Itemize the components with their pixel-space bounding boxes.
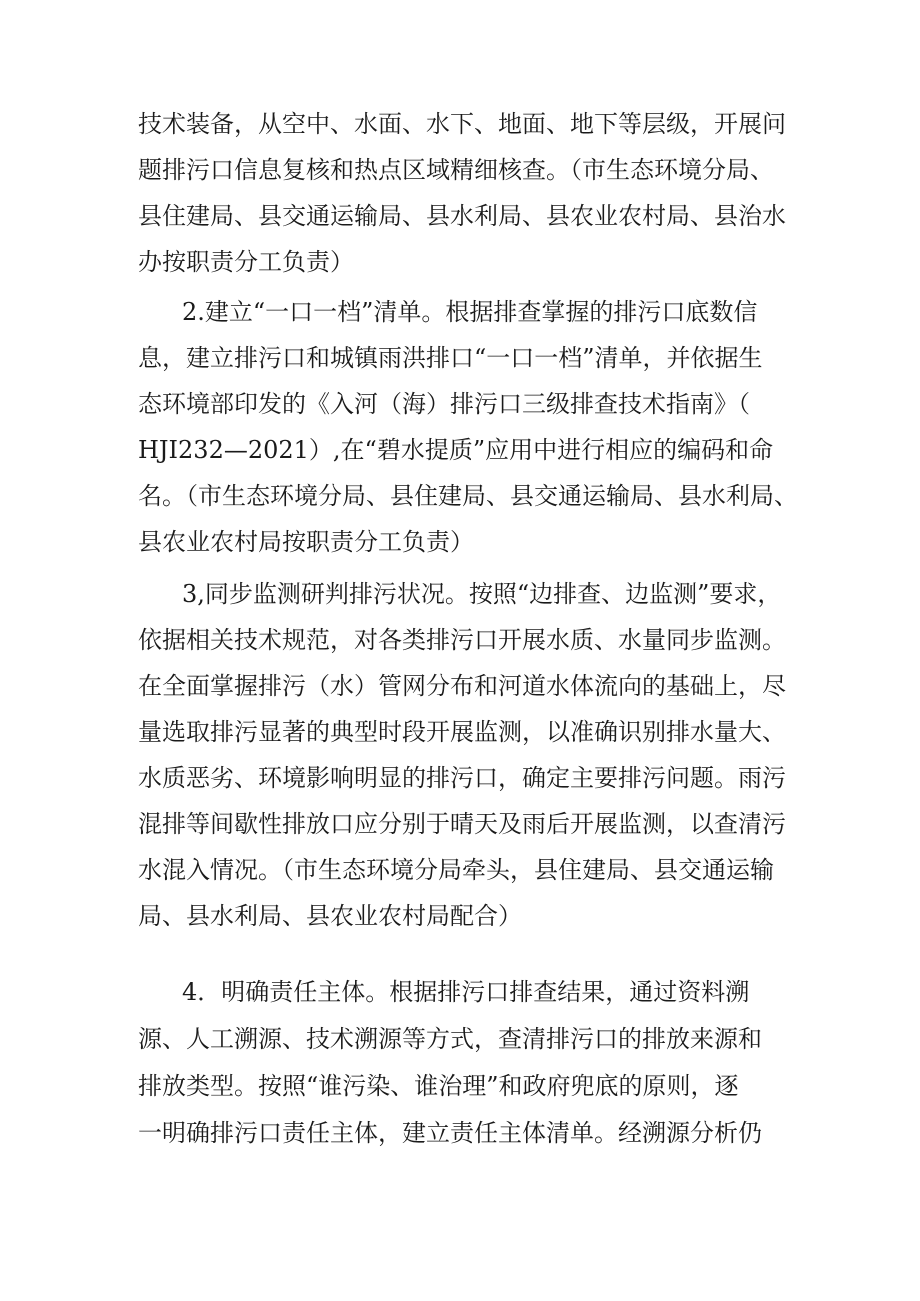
text-line: 局、县水利局、县农业农村局配合）: [138, 902, 522, 930]
text-line: 依据相关技术规范，对各类排污口开展水质、水量同步监测。: [138, 626, 786, 654]
text-line: 办按职责分工负责）: [138, 248, 354, 276]
text-line: 县住建局、县交通运输局、县水利局、县农业农村局、县治水: [138, 202, 786, 230]
text-line: 源、人工溯源、技术溯源等方式，查清排污口的排放来源和: [138, 1025, 762, 1053]
text-line: 排放类型。按照“谁污染、谁治理”和政府兜底的原则，逐: [138, 1072, 739, 1100]
text-line: 县农业农村局按职责分工负责）: [138, 528, 474, 556]
text-line: 息，建立排污口和城镇雨洪排口“一口一档”清单，并依据生: [138, 344, 763, 372]
text-line: 2.建立“一口一档”清单。根据排查掌握的排污口底数信: [182, 298, 758, 326]
text-line: 4．明确责任主体。根据排污口排查结果，通过资料溯: [182, 978, 750, 1006]
text-line: 名。（市生态环境分局、县住建局、县交通运输局、县水利局、: [138, 482, 798, 510]
text-line: 水混入情况。（市生态环境分局牵头，县住建局、县交通运输: [138, 856, 774, 884]
text-line: 一明确排污口责任主体，建立责任主体清单。经溯源分析仍: [138, 1119, 762, 1147]
text-line: 在全面掌握排污（水）管网分布和河道水体流向的基础上，尽: [138, 672, 786, 700]
paragraph-1-continued: [138, 101, 786, 285]
text-line: 混排等间歇性排放口应分别于晴天及雨后开展监测，以查清污: [138, 810, 786, 838]
text-line: 题排污口信息复核和热点区域精细核查。（市生态环境分局、: [138, 156, 774, 184]
paragraph-2: [138, 289, 798, 565]
text-line: 技术装备，从空中、水面、水下、地面、地下等层级，开展问: [138, 110, 786, 138]
paragraph-3: [138, 571, 786, 939]
text-line: 3,同步监测研判排污状况。按照“边排查、边监测”要求，: [182, 580, 782, 608]
text-line: 量选取排污显著的典型时段开展监测，以准确识别排水量大、: [138, 718, 786, 746]
text-line: HJI232—2021）,在“碧水提质”应用中进行相应的编码和命: [138, 436, 774, 464]
text-line: 水质恶劣、环境影响明显的排污口，确定主要排污问题。雨污: [138, 764, 786, 792]
paragraph-4: [138, 969, 762, 1157]
text-line: 态环境部印发的《入河（海）排污口三级排查技术指南》（: [138, 390, 750, 418]
